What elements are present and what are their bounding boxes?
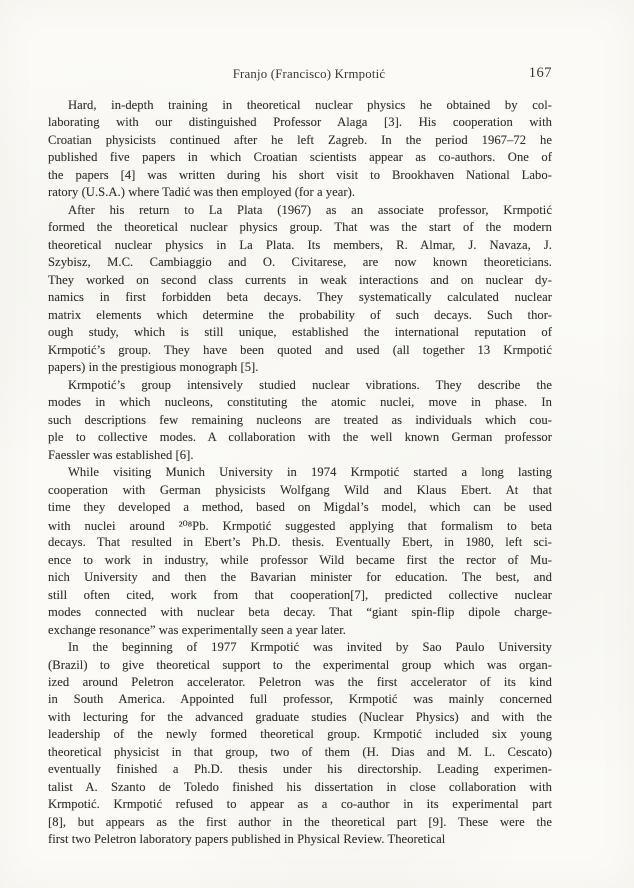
- text-line: Faessler was established [6].: [48, 447, 194, 462]
- text-line: theoretical physicist in that group, two of them (H. Dias and M. L. Cescato): [48, 744, 552, 759]
- page-body: [48, 98, 552, 850]
- text-line: time they developed a method, based on Migdal’s model, which can be used: [48, 500, 552, 515]
- text-line: still often cited, work from that cooperation[7], predicted collective nuclear: [48, 587, 552, 602]
- page-number: 167: [528, 65, 552, 81]
- text-line: ratory (U.S.A.) where Tadić was then employed (for a year).: [48, 185, 356, 200]
- text-line: with nuclei around ²⁰⁸Pb. Krmpotić suggested applying that formalism to beta: [48, 518, 552, 533]
- text-line: first two Peletron laboratory papers published in Physical Review. Theoretical: [48, 832, 446, 847]
- text-line: While visiting Munich University in 1974 Krmpotić started a long lasting: [68, 465, 552, 480]
- text-line: decays. That resulted in Ebert’s Ph.D. thesis. Eventually Ebert, in 1980, left sci-: [48, 535, 552, 550]
- text-line: matrix elements which determine the probability of such decays. Such thor-: [48, 307, 552, 322]
- text-line: (Brazil) to give theoretical support to the experimental group which was organ-: [48, 657, 552, 672]
- text-line: leadership of the newly formed theoretical group. Krmpotić included six young: [48, 727, 552, 742]
- text-line: cooperation with German physicists Wolfgang Wild and Klaus Ebert. At that: [48, 482, 552, 497]
- text-line: theoretical nuclear physics in La Plata. Its members, R. Almar, J. Navaza, J.: [48, 237, 552, 252]
- text-line: ized around Peletron accelerator. Peletron was the first accelerator of its kind: [48, 674, 552, 689]
- text-line: namics in first forbidden beta decays. They systematically calculated nuclear: [48, 290, 552, 305]
- text-line: nich University and then the Bavarian minister for education. The best, and: [48, 570, 552, 585]
- text-line: the papers [4] was written during his short visit to Brookhaven National Labo-: [48, 167, 552, 182]
- text-line: exchange resonance” was experimentally seen a year later.: [48, 622, 346, 637]
- text-line: Krmpotić. Krmpotić refused to appear as a co-author in its experimental part: [48, 797, 552, 812]
- text-line: ough study, which is still unique, established the international reputation of: [48, 325, 552, 340]
- text-line: They worked on second class currents in weak interactions and on nuclear dy-: [48, 272, 552, 287]
- page-header: [48, 66, 552, 83]
- text-line: After his return to La Plata (1967) as an associate professor, Krmpotić: [68, 202, 552, 217]
- text-line: Croatian physicists continued after he left Zagreb. In the period 1967–72 he: [48, 132, 552, 147]
- text-line: Hard, in-depth training in theoretical nuclear physics he obtained by col-: [68, 98, 552, 112]
- text-line: ple to collective modes. A collaboration with the well known German professor: [48, 430, 552, 445]
- text-line: [8], but appears as the first author in the theoretical part [9]. These were the: [48, 814, 552, 829]
- text-line: papers) in the prestigious monograph [5].: [48, 360, 259, 375]
- text-line: Szybisz, M.C. Cambiaggio and O. Civitarese, are now known theoreticians.: [48, 255, 552, 270]
- text-line: laborating with our distinguished Professor Alaga [3]. His cooperation with: [48, 115, 552, 130]
- text-line: in South America. Appointed full professor, Krmpotić was mainly concerned: [48, 692, 552, 707]
- text-line: ence to work in industry, while professor Wild became first the rector of Mu-: [48, 552, 552, 567]
- running-head-title: Franjo (Francisco) Krmpotić: [232, 67, 386, 81]
- text-line: with lecturing for the advanced graduate studies (Nuclear Physics) and with the: [48, 709, 552, 724]
- text-line: modes in which nucleons, constituting the atomic nuclei, move in phase. In: [48, 395, 552, 410]
- text-line: published five papers in which Croatian scientists appear as co-authors. One of: [48, 150, 552, 165]
- text-line: eventually finished a Ph.D. thesis under his directorship. Leading experimen-: [48, 762, 552, 777]
- text-line: talist A. Szanto de Toledo finished his dissertation in close collaboration with: [48, 779, 552, 794]
- text-line: such descriptions few remaining nucleons are treated as individuals which cou-: [48, 412, 552, 427]
- text-line: formed the theoretical nuclear physics group. That was the start of the modern: [48, 220, 552, 235]
- text-line: Krmpotić’s group intensively studied nuclear vibrations. They describe the: [68, 377, 552, 392]
- text-line: In the beginning of 1977 Krmpotić was invited by Sao Paulo University: [68, 640, 552, 655]
- text-line: modes connected with nuclear beta decay. That “giant spin-flip dipole charge-: [48, 605, 552, 620]
- text-line: Krmpotić’s group. They have been quoted and used (all together 13 Krmpotić: [48, 342, 552, 357]
